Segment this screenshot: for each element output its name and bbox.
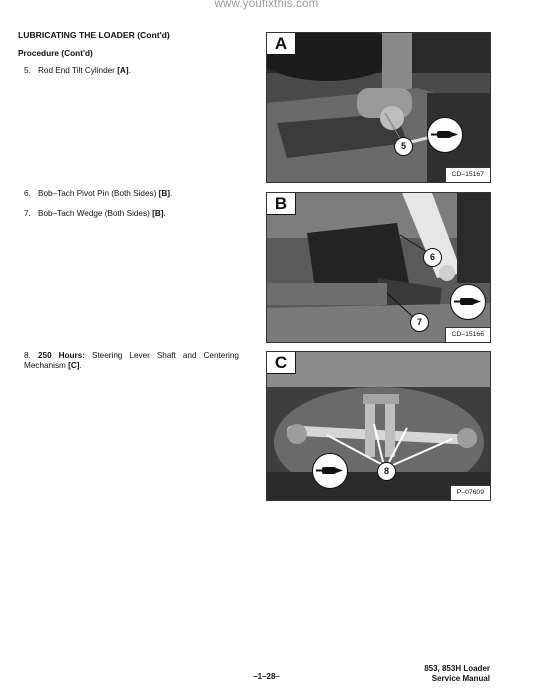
step-8	[24, 351, 239, 371]
figure-code: P–07609	[450, 485, 490, 500]
step-text: Rod End Tilt Cylinder	[38, 66, 118, 75]
procedure-heading: Procedure (Cont'd)	[18, 48, 93, 58]
step-period: .	[163, 209, 166, 218]
step-number: 8.	[24, 351, 31, 360]
grease-gun-icon	[427, 117, 463, 153]
step-period: .	[169, 189, 173, 198]
interval-label: 250 Hours:	[38, 351, 85, 360]
grease-gun-icon	[450, 284, 486, 320]
callout-number: 8	[377, 462, 396, 481]
step-number: 6.	[24, 189, 31, 198]
figure-label: A	[267, 33, 296, 55]
step-period: .	[79, 361, 82, 370]
callout-leader	[267, 33, 490, 182]
figure-reference: [B]	[158, 189, 170, 198]
step-period: .	[128, 66, 131, 75]
figure-a	[266, 32, 491, 183]
section-title: LUBRICATING THE LOADER (Cont'd)	[18, 30, 170, 40]
step-7	[24, 209, 166, 219]
step-number: 7.	[24, 209, 31, 218]
figure-reference: [B]	[152, 209, 164, 218]
step-6	[24, 189, 172, 199]
callout-leaders	[267, 193, 490, 342]
figure-reference: [C]	[68, 361, 80, 370]
figure-c	[266, 351, 491, 501]
manual-title-line1: 853, 853H Loader	[424, 664, 490, 673]
figure-code: CD–15166	[445, 327, 491, 342]
figure-code: CD–15167	[445, 167, 491, 182]
page-number: –1–28–	[253, 672, 280, 681]
figure-label: C	[267, 352, 296, 374]
callout-number: 7	[410, 313, 429, 332]
figure-label: B	[267, 193, 296, 215]
grease-gun-icon	[312, 453, 348, 489]
manual-title-line2: Service Manual	[431, 673, 490, 683]
step-text: Bob–Tach Wedge (Both Sides)	[38, 209, 153, 218]
step-5	[24, 66, 131, 76]
callout-number: 5	[394, 137, 413, 156]
step-text: Steering Lever Shaft and Centering Mechanism	[24, 351, 239, 370]
watermark: www.youfixthis.com	[214, 0, 319, 10]
figure-b	[266, 192, 491, 343]
figure-reference: [A]	[117, 66, 129, 75]
step-text: Bob–Tach Pivot Pin (Both Sides)	[38, 189, 159, 198]
step-number: 5.	[24, 66, 31, 75]
callout-number: 6	[423, 248, 442, 267]
